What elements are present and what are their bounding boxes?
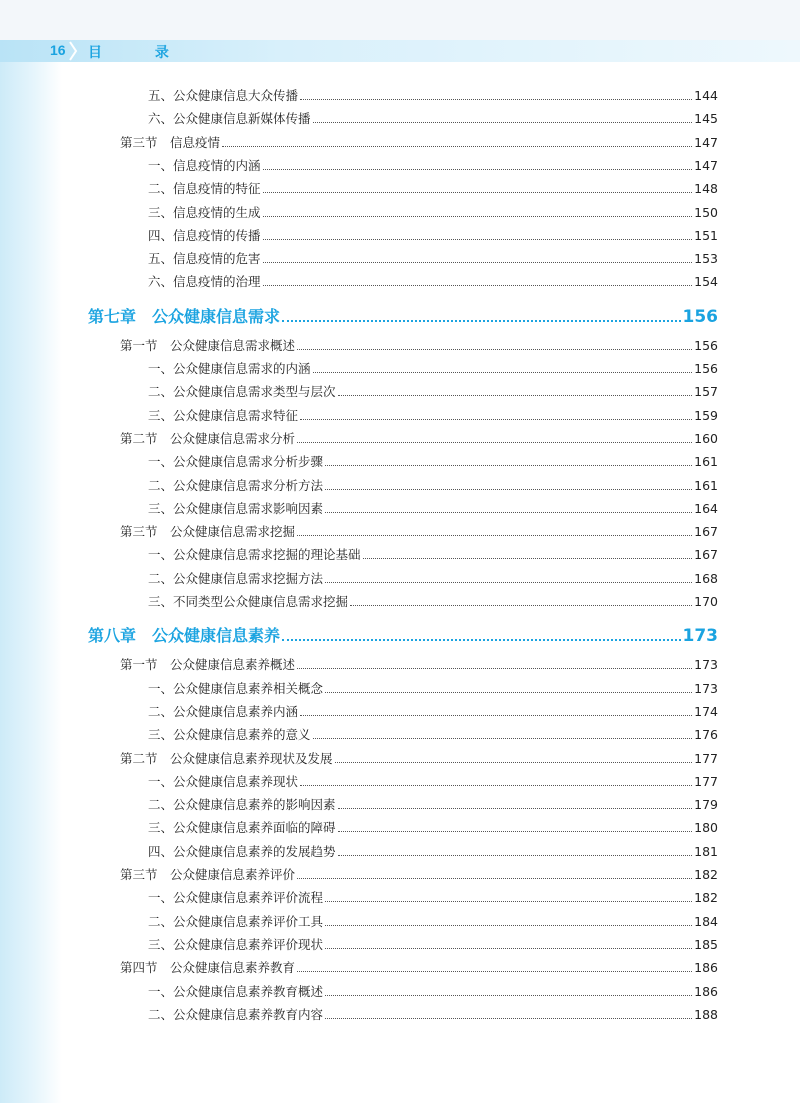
- dot-leader: [297, 534, 692, 536]
- toc-item-row[interactable]: [148, 179, 718, 197]
- toc-section-row[interactable]: [120, 865, 718, 883]
- toc-item-row[interactable]: [148, 203, 718, 221]
- toc-entry-title: 五、信息疫情的危害: [148, 251, 261, 267]
- toc-item-row[interactable]: [148, 452, 718, 470]
- toc-entry-title: 一、公众健康信息需求挖掘的理论基础: [148, 547, 361, 563]
- toc-page-number: 159: [694, 407, 718, 423]
- dot-leader: [313, 737, 693, 739]
- dot-leader: [297, 667, 692, 669]
- toc-page-number: 168: [694, 570, 718, 586]
- toc-entry-title: 二、公众健康信息素养内涵: [148, 703, 299, 719]
- toc-page-number: 179: [694, 797, 718, 813]
- side-margin-band: [0, 62, 62, 1103]
- dot-leader: [325, 488, 692, 490]
- toc-page-number: 151: [694, 227, 718, 243]
- toc-entry-title: 一、公众健康信息素养相关概念: [148, 680, 324, 696]
- toc-item-row[interactable]: [148, 226, 718, 244]
- toc-page-number: 182: [694, 890, 718, 906]
- toc-entry-title: 一、公众健康信息需求的内涵: [148, 361, 311, 376]
- dot-leader: [325, 1017, 692, 1019]
- toc-item-row[interactable]: [148, 249, 718, 267]
- toc-page-number: 161: [694, 477, 718, 493]
- dot-leader: [300, 98, 692, 100]
- toc-page-number: 186: [694, 983, 718, 999]
- toc-section-row[interactable]: [120, 749, 718, 767]
- dot-leader: [300, 784, 692, 786]
- toc-page-number: 148: [694, 181, 718, 197]
- toc-page-number: 164: [694, 500, 718, 516]
- top-margin: [0, 0, 800, 40]
- toc-entry-title: 二、信息疫情的特征: [148, 181, 261, 197]
- toc-section-row[interactable]: [120, 133, 718, 151]
- toc-item-row[interactable]: [148, 569, 718, 587]
- toc-entry-title: 三、公众健康信息需求影响因素: [148, 500, 324, 516]
- toc-entry-title: 第二节 公众健康信息需求分析: [120, 430, 296, 446]
- toc-page-number: 177: [694, 773, 718, 789]
- toc-page-number: 173: [682, 626, 718, 647]
- toc-section-row[interactable]: [120, 429, 718, 447]
- toc-page-number: 145: [694, 111, 718, 127]
- toc-item-row[interactable]: [148, 935, 718, 953]
- toc-page-number: 173: [694, 680, 718, 696]
- dot-leader: [263, 238, 693, 240]
- toc-entry-title: 三、不同类型公众健康信息需求挖掘: [148, 594, 349, 609]
- dot-leader: [263, 261, 693, 263]
- toc-page-number: 170: [694, 594, 718, 609]
- page-number: 16: [50, 42, 66, 58]
- toc-entry-title: 二、公众健康信息需求类型与层次: [148, 384, 336, 400]
- dot-leader: [282, 638, 680, 641]
- toc-entry-title: 第七章 公众健康信息需求: [88, 306, 281, 326]
- toc-entry-title: 一、信息疫情的内涵: [148, 157, 261, 173]
- toc-item-row[interactable]: [148, 842, 718, 860]
- toc-entry-title: 四、公众健康信息素养的发展趋势: [148, 843, 336, 859]
- toc-item-row[interactable]: [148, 156, 718, 174]
- toc-item-row[interactable]: [148, 382, 718, 400]
- dot-leader: [335, 761, 693, 763]
- toc-item-row[interactable]: [148, 888, 718, 906]
- toc-page-number: 184: [694, 913, 718, 929]
- toc-entry-title: 第三节 公众健康信息素养评价: [120, 867, 296, 882]
- dot-leader: [325, 511, 692, 513]
- toc-item-row[interactable]: [148, 818, 718, 836]
- toc-entry-title: 三、公众健康信息素养的意义: [148, 727, 311, 743]
- dot-leader: [325, 464, 692, 466]
- toc-entry-title: 三、信息疫情的生成: [148, 204, 261, 220]
- chevron-right-icon: [68, 40, 78, 62]
- dot-leader: [263, 215, 693, 217]
- toc-page-number: 174: [694, 703, 718, 719]
- toc-item-row[interactable]: [148, 272, 718, 290]
- toc-page-number: 188: [694, 1006, 718, 1022]
- dot-leader: [350, 604, 692, 606]
- toc-entry-title: 第三节 信息疫情: [120, 134, 221, 150]
- toc-entry-title: 二、公众健康信息素养评价工具: [148, 913, 324, 929]
- toc-page-number: 144: [694, 88, 718, 103]
- toc-page-number: 181: [694, 843, 718, 859]
- toc-page-number: 176: [694, 727, 718, 743]
- dot-leader: [263, 191, 693, 193]
- toc-item-row[interactable]: [148, 725, 718, 743]
- toc-page-number: 147: [694, 157, 718, 173]
- toc-entry-title: 二、公众健康信息需求分析方法: [148, 477, 324, 493]
- dot-leader: [325, 581, 692, 583]
- dot-leader: [313, 121, 693, 123]
- toc-entry-title: 二、公众健康信息素养的影响因素: [148, 797, 336, 813]
- toc-item-row[interactable]: [148, 592, 718, 610]
- toc-entry-title: 第三节 公众健康信息需求挖掘: [120, 524, 296, 540]
- toc-item-row[interactable]: [148, 545, 718, 563]
- dot-leader: [297, 970, 692, 972]
- toc-item-row[interactable]: [148, 679, 718, 697]
- toc-page-number: 154: [694, 274, 718, 290]
- dot-leader: [313, 371, 693, 373]
- toc-page-number: 186: [694, 960, 718, 976]
- toc-entry-title: 一、公众健康信息素养评价流程: [148, 890, 324, 906]
- toc-page-number: 156: [694, 337, 718, 353]
- toc-entry-title: 六、信息疫情的治理: [148, 274, 261, 290]
- dot-leader: [325, 994, 692, 996]
- toc-section-row[interactable]: [120, 958, 718, 976]
- toc-page-number: 150: [694, 204, 718, 220]
- toc-item-row[interactable]: [148, 476, 718, 494]
- toc-page-number: 173: [694, 657, 718, 673]
- toc-item-row[interactable]: [148, 1005, 718, 1023]
- toc-entry-title: 三、公众健康信息需求特征: [148, 407, 299, 423]
- dot-leader: [338, 394, 693, 396]
- toc-entry-title: 三、公众健康信息素养评价现状: [148, 936, 324, 952]
- toc-item-row[interactable]: [148, 982, 718, 1000]
- toc-page-number: 182: [694, 867, 718, 882]
- dot-leader: [363, 557, 693, 559]
- dot-leader: [263, 168, 693, 170]
- toc-entry-title: 一、公众健康信息素养教育概述: [148, 983, 324, 999]
- toc-chapter-row[interactable]: [88, 623, 718, 646]
- toc-entry-title: 第一节 公众健康信息需求概述: [120, 337, 296, 353]
- dot-leader: [263, 284, 693, 286]
- toc-entry-title: 二、公众健康信息素养教育内容: [148, 1006, 324, 1022]
- toc-entry-title: 第一节 公众健康信息素养概述: [120, 657, 296, 673]
- toc-entry-title: 第四节 公众健康信息素养教育: [120, 960, 296, 976]
- toc-section-row[interactable]: [120, 336, 718, 354]
- header-title: 目 录: [88, 45, 193, 61]
- toc-item-row[interactable]: [148, 795, 718, 813]
- toc-page-number: 160: [694, 430, 718, 446]
- toc-entry-title: 六、公众健康信息新媒体传播: [148, 111, 311, 127]
- toc-page-number: 177: [694, 750, 718, 766]
- toc-page-number: 147: [694, 134, 718, 150]
- toc-item-row[interactable]: [148, 109, 718, 127]
- dot-leader: [297, 877, 692, 879]
- dot-leader: [338, 807, 693, 809]
- toc-page-number: 156: [682, 306, 718, 327]
- dot-leader: [282, 319, 680, 322]
- toc-entry-title: 三、公众健康信息素养面临的障碍: [148, 820, 336, 836]
- toc-entry-title: 一、公众健康信息需求分析步骤: [148, 454, 324, 470]
- toc-item-row[interactable]: [148, 86, 718, 104]
- toc-entry-title: 一、公众健康信息素养现状: [148, 773, 299, 789]
- dot-leader: [325, 947, 692, 949]
- dot-leader: [222, 145, 692, 147]
- toc-entry-title: 第八章 公众健康信息素养: [88, 626, 281, 646]
- toc-item-row[interactable]: [148, 702, 718, 720]
- dot-leader: [338, 830, 693, 832]
- toc-page-number: 167: [694, 524, 718, 540]
- dot-leader: [297, 441, 692, 443]
- toc-section-row[interactable]: [120, 522, 718, 540]
- toc-item-row[interactable]: [148, 772, 718, 790]
- toc-entry-title: 五、公众健康信息大众传播: [148, 88, 299, 103]
- toc-chapter-row[interactable]: [88, 304, 718, 327]
- toc-page-number: 153: [694, 251, 718, 267]
- dot-leader: [300, 418, 692, 420]
- toc-item-row[interactable]: [148, 359, 718, 377]
- toc-page-number: 161: [694, 454, 718, 470]
- toc-entry-title: 二、公众健康信息需求挖掘方法: [148, 570, 324, 586]
- dot-leader: [338, 854, 693, 856]
- dot-leader: [300, 714, 692, 716]
- toc-page-number: 157: [694, 384, 718, 400]
- toc-entry-title: 第二节 公众健康信息素养现状及发展: [120, 750, 333, 766]
- toc-item-row[interactable]: [148, 499, 718, 517]
- toc-page-number: 167: [694, 547, 718, 563]
- toc-item-row[interactable]: [148, 912, 718, 930]
- dot-leader: [325, 924, 692, 926]
- dot-leader: [325, 691, 692, 693]
- toc-page-number: 156: [694, 361, 718, 376]
- toc-section-row[interactable]: [120, 655, 718, 673]
- toc-page-number: 185: [694, 936, 718, 952]
- toc-item-row[interactable]: [148, 406, 718, 424]
- toc-page-number: 180: [694, 820, 718, 836]
- toc-entry-title: 四、信息疫情的传播: [148, 227, 261, 243]
- dot-leader: [297, 348, 692, 350]
- dot-leader: [325, 900, 692, 902]
